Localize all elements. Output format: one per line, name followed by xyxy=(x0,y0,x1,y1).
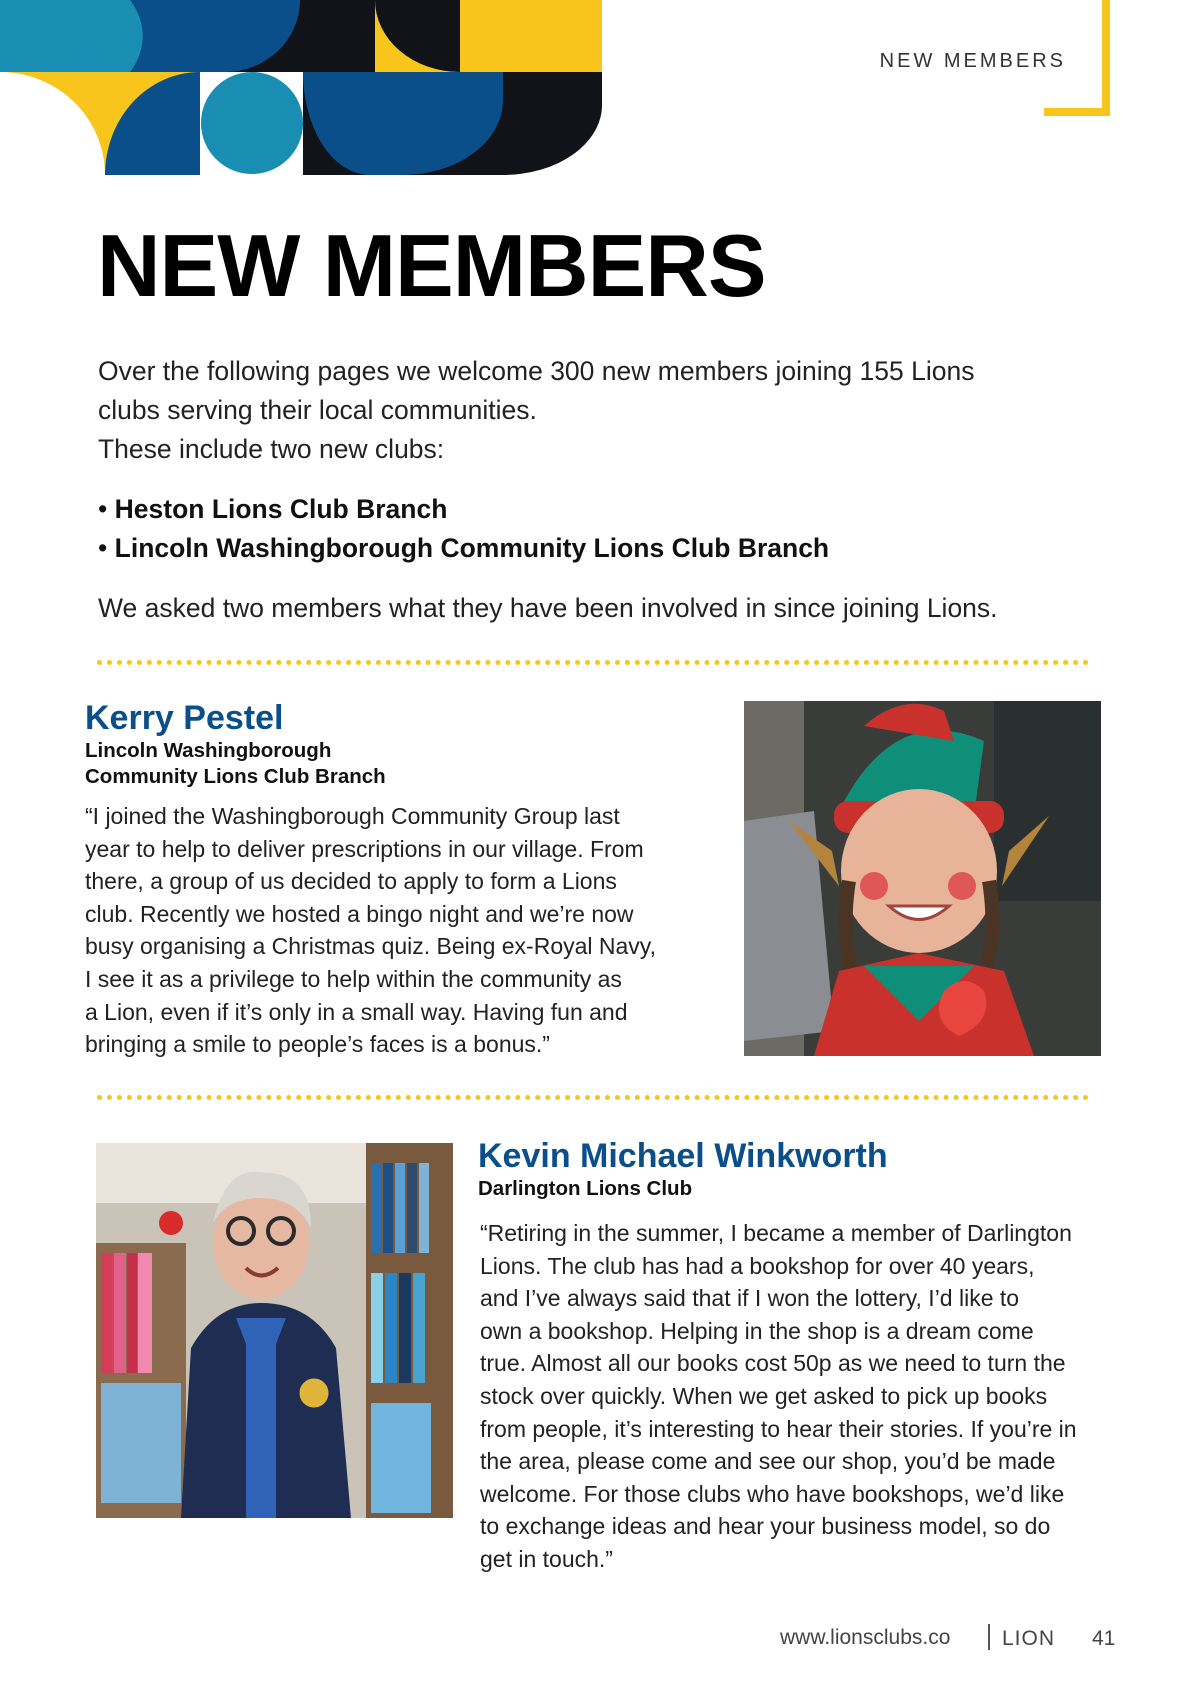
decorative-geometric-banner xyxy=(0,0,602,175)
person-photo-icon xyxy=(96,1143,453,1518)
member-club xyxy=(478,1176,692,1202)
quote-line: get in touch.” xyxy=(480,1545,613,1572)
quote-line: and I’ve always said that if I won the lottery, I’d like to xyxy=(480,1285,1020,1312)
corner-bracket-decoration xyxy=(1044,0,1110,116)
quote-line: stock over quickly. When we get asked to pick up books xyxy=(480,1382,1048,1409)
intro-paragraph xyxy=(98,352,1078,469)
intro-line: These include two new clubs: xyxy=(98,434,445,464)
quote-line: to exchange ideas and hear your business model, so do xyxy=(480,1513,1051,1540)
quote-line: a Lion, even if it’s only in a small way. Having fun and xyxy=(85,998,628,1025)
member-photo-elf-costume xyxy=(744,701,1101,1056)
person-photo-icon xyxy=(744,701,1101,1056)
member-quote xyxy=(480,1217,1120,1576)
quote-line: welcome. For those clubs who have bookshops, we’d like xyxy=(480,1480,1065,1507)
quote-line: I see it as a privilege to help within the community as xyxy=(85,965,622,992)
member-club-line: Community Lions Club Branch xyxy=(85,765,386,788)
member-club-line: Lincoln Washingborough xyxy=(85,739,332,762)
quote-line: club. Recently we hosted a bingo night and we’re now xyxy=(85,900,634,927)
intro-line: Over the following pages we welcome 300 new members joining 155 Lions xyxy=(98,356,975,386)
section-label: NEW MEMBERS xyxy=(879,50,1066,72)
dotted-divider xyxy=(97,660,1089,665)
quote-line: there, a group of us decided to apply to form a Lions xyxy=(85,868,617,895)
quote-line: “I joined the Washingborough Community Group last xyxy=(85,803,620,829)
quote-line: year to help to deliver prescriptions in our village. From xyxy=(85,835,644,862)
page-number: 41 xyxy=(1092,1627,1116,1650)
member-club xyxy=(85,738,386,790)
intro-closing: We asked two members what they have been involved in since joining Lions. xyxy=(98,593,998,623)
page-title: NEW MEMBERS xyxy=(97,216,766,315)
new-club-item: • Heston Lions Club Branch xyxy=(98,490,829,529)
quote-line: own a bookshop. Helping in the shop is a dream come xyxy=(480,1317,1034,1344)
intro-line: clubs serving their local communities. xyxy=(98,395,537,425)
member-photo-bookshop xyxy=(96,1143,453,1518)
footer-website: www.lionsclubs.co xyxy=(780,1626,951,1649)
quote-line: busy organising a Christmas quiz. Being ex-Royal Navy, xyxy=(85,933,656,960)
member-club-line: Darlington Lions Club xyxy=(478,1177,693,1200)
footer-separator xyxy=(988,1624,990,1650)
quote-line: bringing a smile to people’s faces is a bonus.” xyxy=(85,1031,550,1058)
new-clubs-list xyxy=(98,490,829,568)
quote-line: from people, it’s interesting to hear their stories. If you’re in xyxy=(480,1415,1077,1442)
quote-line: “Retiring in the summer, I became a member of Darlington xyxy=(480,1220,1072,1246)
quote-line: Lions. The club has had a bookshop for over 40 years, xyxy=(480,1252,1035,1279)
member-name: Kevin Michael Winkworth xyxy=(478,1137,888,1175)
member-quote xyxy=(85,800,725,1061)
member-name: Kerry Pestel xyxy=(85,699,284,737)
new-club-item: • Lincoln Washingborough Community Lions Club Branch xyxy=(98,529,829,568)
footer-brand: LION xyxy=(1002,1627,1056,1650)
dotted-divider xyxy=(97,1095,1089,1100)
quote-line: the area, please come and see our shop, you’d be made xyxy=(480,1448,1056,1475)
quote-line: true. Almost all our books cost 50p as we need to turn the xyxy=(480,1350,1066,1377)
